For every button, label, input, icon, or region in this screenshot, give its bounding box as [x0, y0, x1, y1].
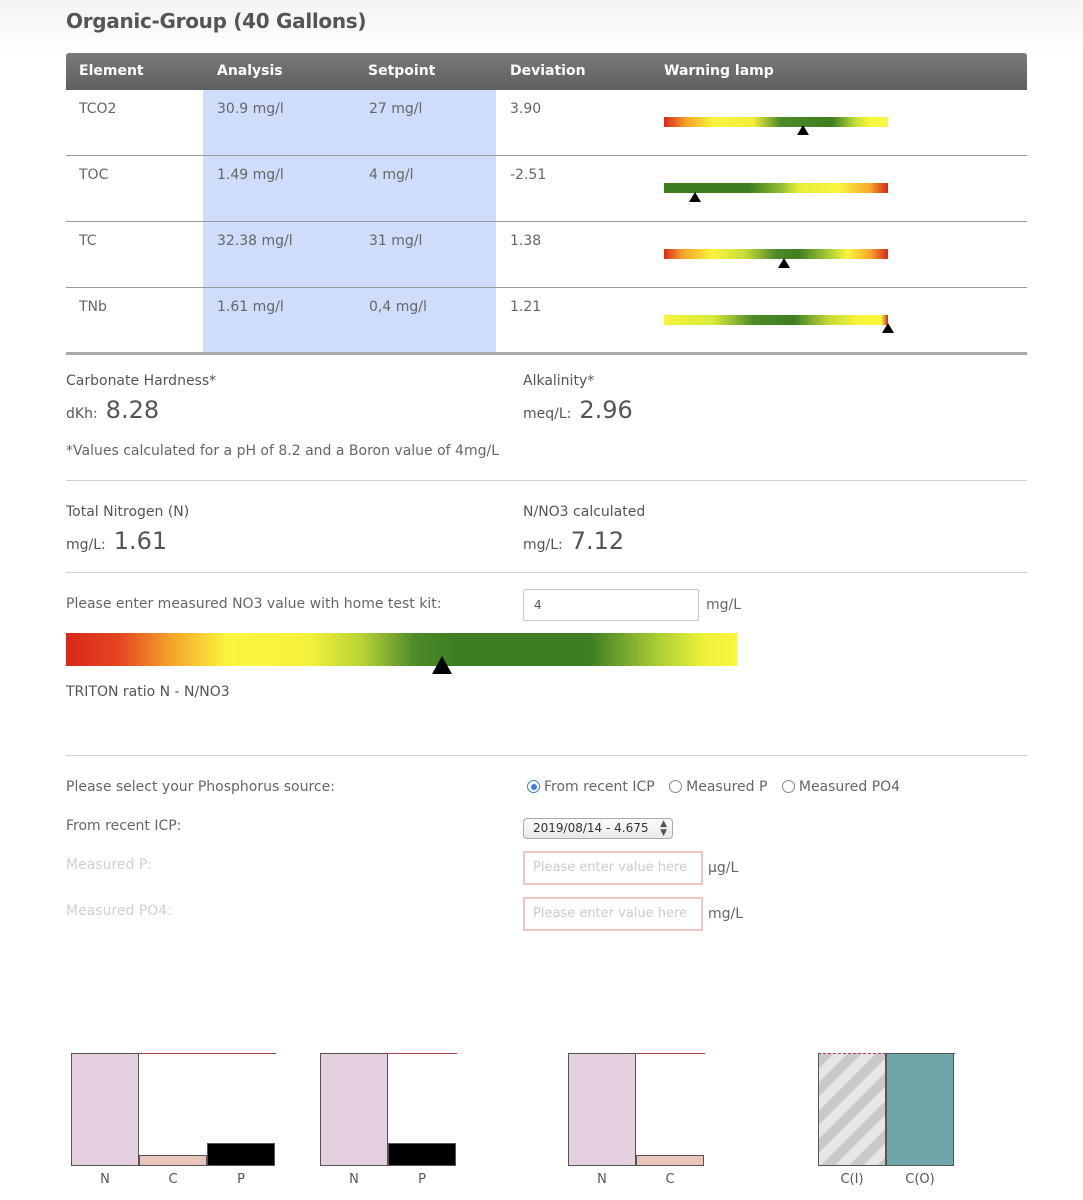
nitrogen-value-row	[66, 527, 167, 555]
lamp-marker-icon	[689, 192, 701, 202]
measured-po4-input[interactable]	[523, 897, 703, 931]
header-setpoint: Setpoint	[368, 63, 436, 79]
header-warning-lamp: Warning lamp	[664, 63, 774, 79]
header-element: Element	[79, 63, 144, 79]
nitrogen-value: 1.61	[113, 527, 168, 555]
chart-tick-label: C(I)	[840, 1172, 864, 1187]
cell-analysis: 1.49 mg/l	[217, 167, 284, 183]
chart-bar-p	[388, 1143, 456, 1166]
lamp-marker-icon	[797, 125, 809, 135]
lamp-marker-icon	[778, 258, 790, 268]
cell-element: TCO2	[79, 101, 117, 117]
measured-po4-label: Measured PO4:	[66, 903, 172, 919]
measured-p-input[interactable]	[523, 851, 703, 885]
no3-input[interactable]	[523, 589, 699, 621]
select-arrows-icon: ▲ ▼	[660, 819, 667, 838]
measured-p-unit: µg/L	[708, 860, 739, 876]
alkalinity-value: 2.96	[579, 396, 633, 424]
radio-label: From recent ICP	[544, 779, 655, 795]
table-bottom-border	[66, 352, 1027, 355]
radio-icon[interactable]	[669, 780, 682, 793]
table-header	[66, 53, 1027, 90]
radio-from-recent-icp[interactable]	[527, 779, 655, 795]
header-deviation: Deviation	[510, 63, 586, 79]
alkalinity-label: Alkalinity*	[523, 373, 595, 389]
header-analysis: Analysis	[217, 63, 283, 79]
chart-bar-n	[568, 1053, 636, 1166]
page-title: Organic-Group (40 Gallons)	[66, 9, 367, 33]
triton-ratio-bar	[66, 633, 737, 666]
measured-p-label: Measured P:	[66, 857, 152, 873]
alkalinity-unit: meq/L:	[523, 406, 572, 422]
measured-po4-unit: mg/L	[708, 906, 744, 922]
carbonate-value: 8.28	[105, 396, 160, 424]
footnote: *Values calculated for a pH of 8.2 and a Boron value of 4mg/L	[66, 443, 499, 459]
radio-icon[interactable]	[782, 780, 795, 793]
icp-select-value: 2019/08/14 - 4.675	[533, 821, 649, 835]
cell-analysis: 1.61 mg/l	[217, 299, 284, 315]
cell-deviation: 3.90	[510, 101, 542, 117]
no3-input-label: Please enter measured NO3 value with home test kit:	[66, 596, 442, 612]
cell-setpoint: 27 mg/l	[369, 101, 423, 117]
chart-tick-label: C	[168, 1172, 178, 1187]
carbonate-value-row	[66, 396, 159, 424]
chart-bar-n	[71, 1053, 139, 1166]
cell-deviation: 1.21	[510, 299, 542, 315]
chart-tick-label: P	[418, 1172, 426, 1187]
cell-element: TC	[79, 233, 97, 249]
radio-label: Measured PO4	[798, 779, 901, 795]
triton-ratio-marker-icon	[432, 656, 452, 674]
divider	[66, 480, 1027, 481]
radio-selected-icon[interactable]	[527, 780, 540, 793]
phosphorus-source-label: Please select your Phosphorus source:	[66, 779, 335, 795]
chart-tick-label: P	[237, 1172, 245, 1187]
icp-select[interactable]	[523, 818, 673, 839]
phosphorus-source-options	[527, 779, 900, 795]
cell-element: TOC	[79, 167, 109, 183]
measured-p-placeholder: Please enter value here	[533, 860, 688, 875]
row-divider	[66, 287, 1027, 288]
cell-element: TNb	[79, 299, 107, 315]
cell-setpoint: 0,4 mg/l	[369, 299, 427, 315]
divider	[66, 572, 1027, 573]
measured-po4-placeholder: Please enter value here	[533, 906, 688, 921]
chart-bar-c	[139, 1155, 207, 1166]
cell-deviation: 1.38	[510, 233, 542, 249]
alkalinity-value-row	[523, 396, 633, 424]
chart-bar-c	[636, 1155, 704, 1166]
chart-bar-n	[320, 1053, 388, 1166]
radio-measured-po4[interactable]	[782, 779, 900, 795]
radio-label: Measured P	[686, 779, 768, 795]
no3-calculated-label: N/NO3 calculated	[523, 504, 646, 520]
cell-setpoint: 4 mg/l	[369, 167, 414, 183]
row-divider	[66, 155, 1027, 156]
chart-tick-label: C	[665, 1172, 675, 1187]
no3-input-unit: mg/L	[706, 597, 742, 613]
cell-analysis: 32.38 mg/l	[217, 233, 293, 249]
triton-ratio-label: TRITON ratio N - N/NO3	[66, 684, 230, 700]
no3-calculated-value-row	[523, 527, 624, 555]
chart-tick-label: N	[100, 1172, 110, 1187]
carbonate-unit: dKh:	[66, 406, 98, 422]
no3-calculated-value: 7.12	[570, 527, 625, 555]
cell-deviation: -2.51	[510, 167, 547, 183]
chart-bar-co	[886, 1053, 954, 1166]
cell-setpoint: 31 mg/l	[369, 233, 423, 249]
chart-tick-label: N	[349, 1172, 359, 1187]
row-divider	[66, 221, 1027, 222]
carbonate-label: Carbonate Hardness*	[66, 373, 217, 389]
cell-analysis: 30.9 mg/l	[217, 101, 284, 117]
icp-label: From recent ICP:	[66, 818, 182, 834]
nitrogen-label: Total Nitrogen (N)	[66, 504, 190, 520]
warning-lamp	[664, 117, 888, 127]
radio-measured-p[interactable]	[669, 779, 767, 795]
no3-calculated-unit: mg/L:	[523, 537, 563, 553]
chart-tick-label: N	[597, 1172, 607, 1187]
chart-bar-p	[207, 1143, 275, 1166]
warning-lamp	[664, 315, 888, 325]
chart-bar-ci	[818, 1053, 886, 1166]
nitrogen-unit: mg/L:	[66, 537, 106, 553]
lamp-marker-icon	[882, 323, 894, 333]
warning-lamp	[664, 249, 888, 259]
chart-tick-label: C(O)	[905, 1172, 935, 1187]
divider	[66, 755, 1027, 756]
